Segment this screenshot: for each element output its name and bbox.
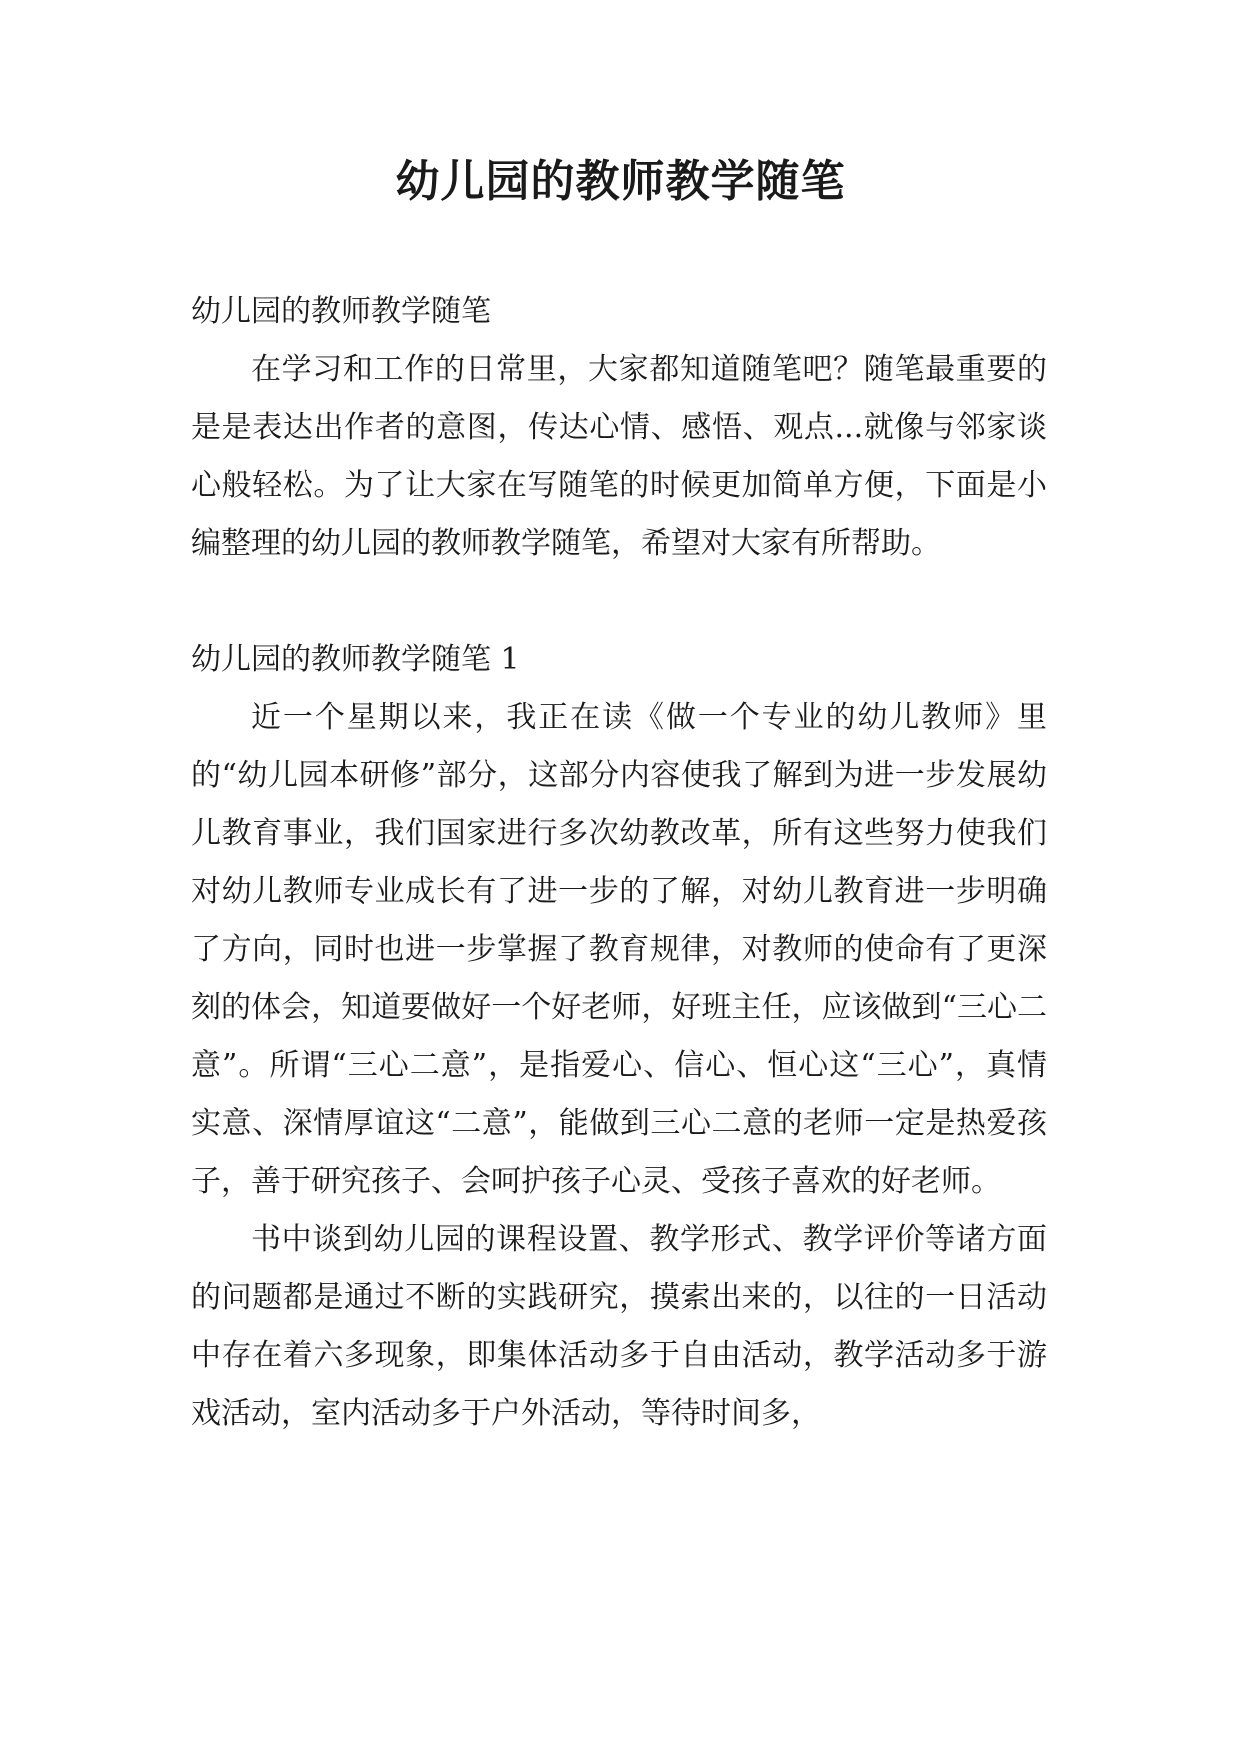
document-title: 幼儿园的教师教学随笔 [395,156,846,207]
section1-heading: 幼儿园的教师教学随笔 1 [191,642,520,677]
section-spacer [191,573,1047,631]
intro-heading: 幼儿园的教师教学随笔 [191,294,491,329]
section1-paragraph-2: 书中谈到幼儿园的课程设置、教学形式、教学评价等诸方面的问题都是通过不断的实践研究，摸索出来的，以往的一日活动中存在着六多现象，即集体活动多于自由活动，教学活动多于游戏活动，室内活动多于户外活动，等待时间多， [191,1222,1047,1431]
document-body [191,283,1047,1443]
intro-paragraph: 在学习和工作的日常里，大家都知道随笔吧？随笔最重要的是是表达出作者的意图，传达心情、感悟、观点...就像与邻家谈心般轻松。为了让大家在写随笔的时候更加简单方便，下面是小编整理的幼儿园的教师教学随笔，希望对大家有所帮助。 [191,352,1047,561]
section1-paragraph-1: 近一个星期以来，我正在读《做一个专业的幼儿教师》里的“幼儿园本研修”部分，这部分内容使我了解到为进一步发展幼儿教育事业，我们国家进行多次幼教改革，所有这些努力使我们对幼儿教师专业成长有了进一步的了解，对幼儿教育进一步明确了方向，同时也进一步掌握了教育规律，对教师的使命有了更深刻的体会，知道要做好一个好老师，好班主任，应该做到“三心二意”。所谓“三心二意”，是指爱心、信心、恒心这“三心”，真情实意、深情厚谊这“二意”，能做到三心二意的老师一定是热爱孩子，善于研究孩子、会呵护孩子心灵、受孩子喜欢的好老师。 [191,700,1047,1199]
